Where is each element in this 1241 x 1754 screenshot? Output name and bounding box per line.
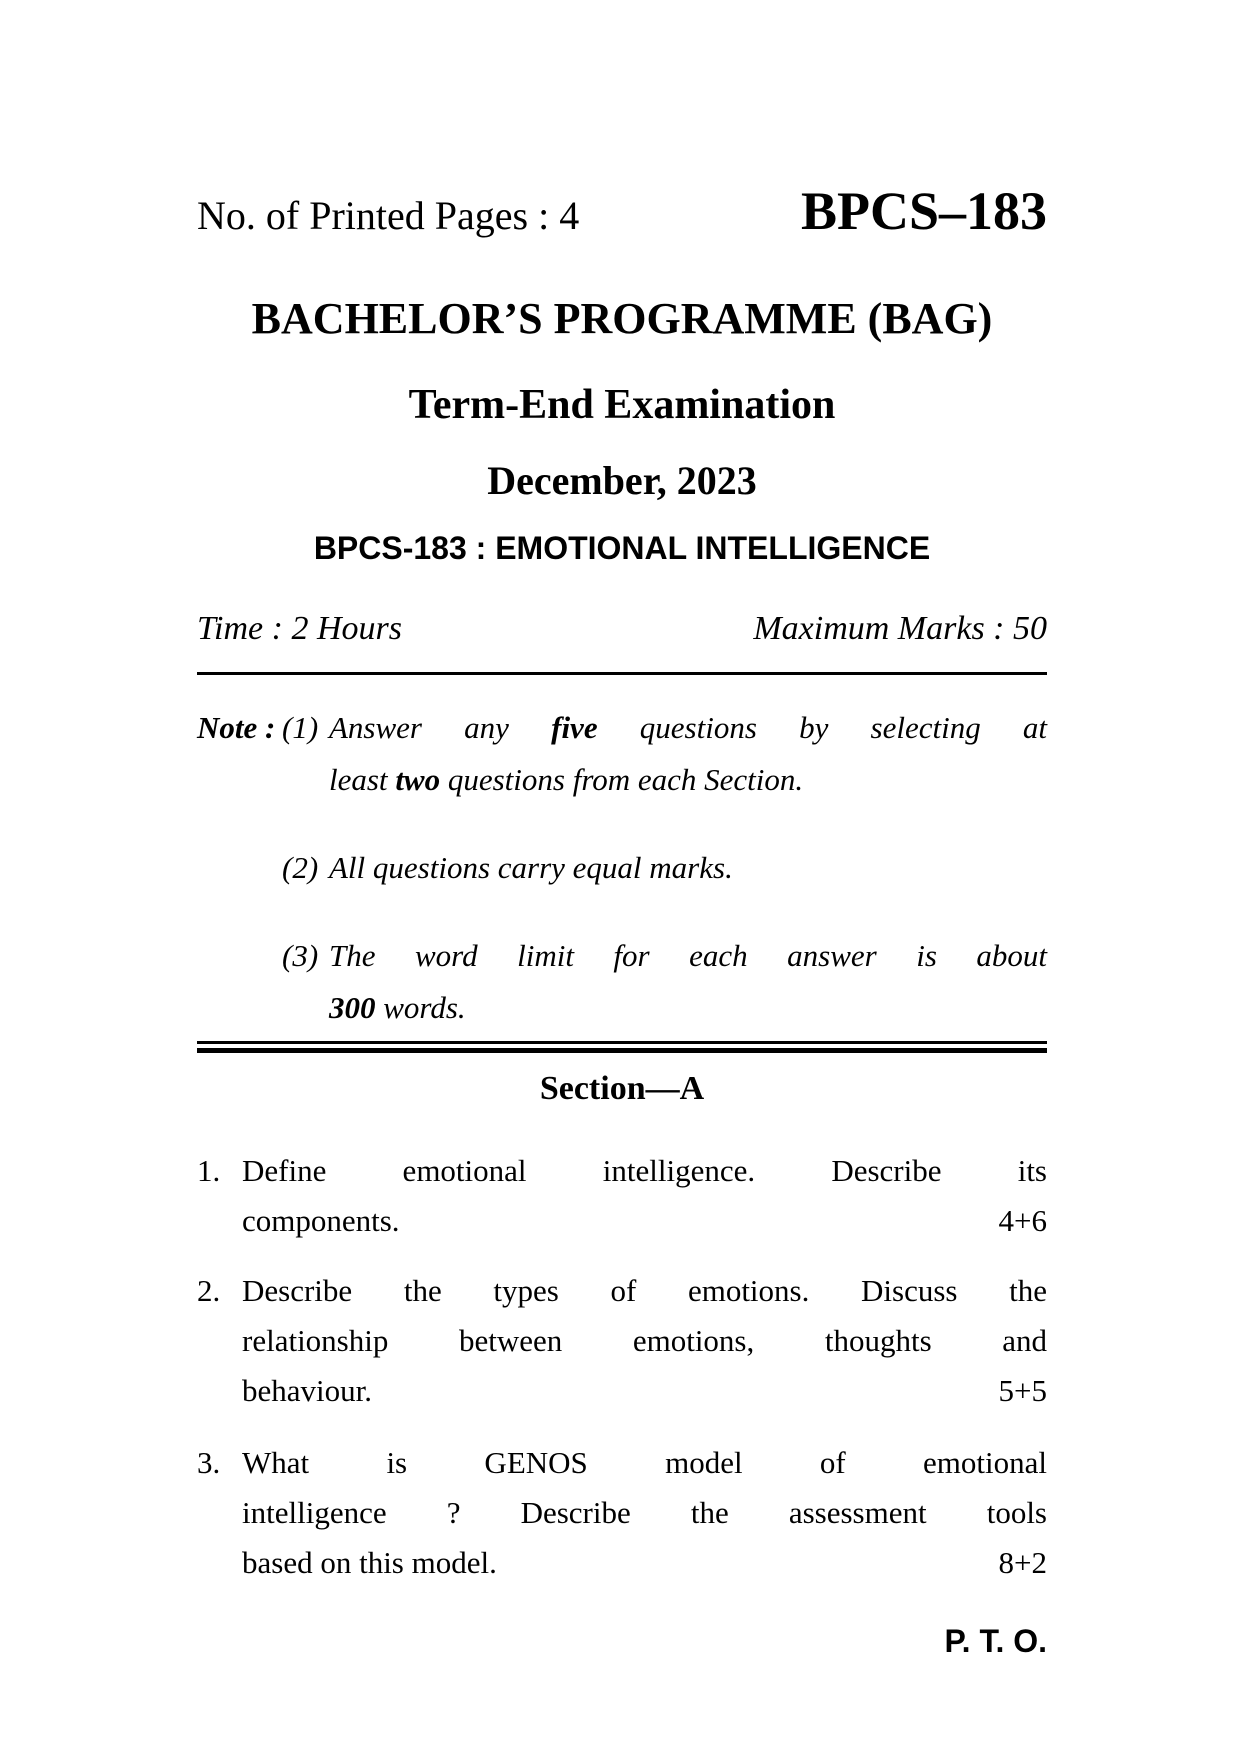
note-item-1-number: (1): [282, 709, 319, 745]
question-1-text: [242, 1146, 1047, 1246]
question-1-marks: 4+6: [998, 1202, 1047, 1238]
question-text: components.: [242, 1202, 400, 1238]
note-item-2-line-1: All questions carry equal marks.: [329, 849, 733, 885]
exam-title: Term-End Examination: [408, 382, 836, 429]
question-1-line-2: [242, 1196, 1047, 1246]
question-text: behaviour.: [242, 1372, 372, 1408]
single-horizontal-rule: [197, 672, 1047, 675]
time-allowed-label: Time : 2 Hours: [197, 609, 402, 647]
note-text: least: [329, 761, 396, 797]
note-item-3: [329, 930, 1047, 1034]
question-3-line-1: What is GENOS model of emotional: [242, 1444, 1047, 1480]
note-item-3-line-2: [329, 982, 1047, 1034]
note-bold-word: two: [395, 761, 441, 797]
question-2-marks: 5+5: [998, 1372, 1047, 1408]
question-2: [197, 1266, 1047, 1416]
maximum-marks-label: Maximum Marks : 50: [753, 609, 1047, 647]
note-item-3-line-1: The word limit for each answer is about: [329, 937, 1047, 973]
question-3-line-2: intelligence ? Describe the assessment tools: [242, 1494, 1047, 1530]
question-2-line-1: Describe the types of emotions. Discuss the: [242, 1272, 1047, 1308]
double-horizontal-rule: [197, 1041, 1047, 1053]
question-1-number: 1.: [197, 1152, 221, 1188]
note-item-1: [329, 702, 1047, 806]
note-item-2: [329, 842, 1047, 894]
note-block: [197, 702, 1047, 1034]
page-header: [197, 182, 1047, 241]
note-text: questions by selecting at: [597, 709, 1047, 745]
note-label: Note :: [197, 709, 276, 745]
question-text: based on this model.: [242, 1544, 497, 1580]
question-2-line-3: [242, 1366, 1047, 1416]
question-3-text: [242, 1438, 1047, 1588]
exam-meta-row: [197, 609, 1047, 650]
programme-title: BACHELOR’S PROGRAMME (BAG): [251, 294, 993, 344]
question-3-line-3: [242, 1538, 1047, 1588]
question-2-line-2: relationship between emotions, thoughts and: [242, 1322, 1047, 1358]
pto-label: P. T. O.: [944, 1622, 1047, 1659]
note-item-1-line-1: [329, 702, 1047, 754]
note-text: questions from each Section.: [440, 761, 804, 797]
question-3: [197, 1438, 1047, 1588]
note-bold-word: five: [551, 709, 598, 745]
question-1: [197, 1146, 1047, 1246]
printed-pages-label: No. of Printed Pages : 4: [197, 193, 580, 238]
note-text: Answer any: [329, 709, 552, 745]
question-2-number: 2.: [197, 1272, 221, 1308]
course-title: BPCS-183 : EMOTIONAL INTELLIGENCE: [313, 529, 931, 566]
note-item-2-number: (2): [282, 849, 319, 885]
paper-code: BPCS–183: [800, 181, 1047, 241]
note-item-1-line-2: [329, 754, 1047, 806]
note-bold-word: 300: [329, 989, 376, 1025]
question-3-marks: 8+2: [998, 1544, 1047, 1580]
section-a-heading: Section—A: [539, 1069, 705, 1107]
note-text: words.: [375, 989, 466, 1025]
question-1-line-1: Define emotional intelligence. Describe its: [242, 1152, 1047, 1188]
question-3-number: 3.: [197, 1444, 221, 1480]
note-item-3-number: (3): [282, 937, 319, 973]
exam-session: December, 2023: [487, 457, 757, 503]
question-2-text: [242, 1266, 1047, 1416]
